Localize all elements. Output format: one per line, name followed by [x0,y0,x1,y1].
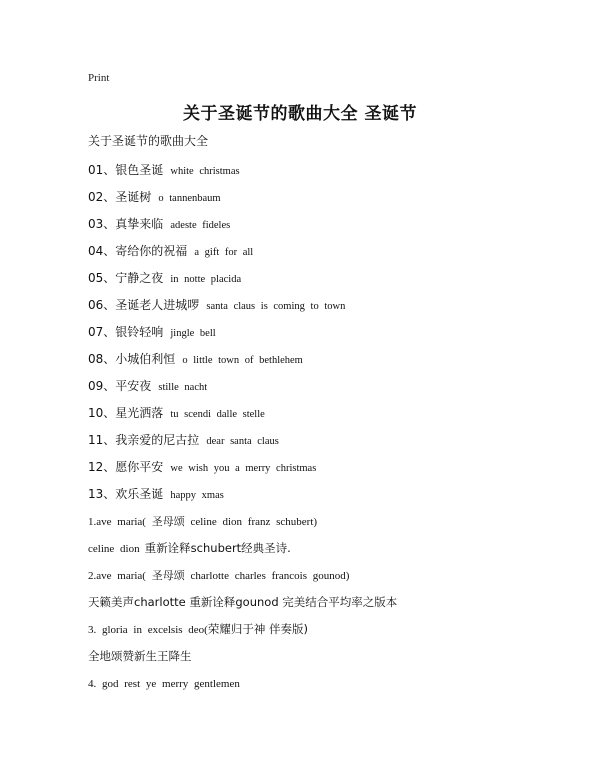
note-text-a: 1.ave maria( 圣母颂 [88,516,185,528]
song-item [88,268,578,295]
song-item [88,322,578,349]
note-item [88,592,578,619]
song-item [88,349,578,376]
song-title-cn: 01、银色圣诞 [88,163,164,177]
subtitle: 关于圣诞节的歌曲大全 [88,134,209,148]
note-text-a: 4. god rest ye merry gentlemen [88,678,240,690]
note-text-a: 2.ave maria( 圣母颂 [88,570,185,582]
note-text-b: charlotte charles francois gounod) [184,570,350,582]
song-title-en: jingle bell [170,328,216,339]
note-item [88,565,578,592]
song-title-cn: 12、愿你平安 [88,460,164,474]
song-title-en: dear santa claus [206,436,279,447]
song-item [88,484,578,511]
song-item [88,241,578,268]
song-title-cn: 02、圣诞树 [88,190,152,204]
song-title-en: santa claus is coming to town [206,301,346,312]
note-text-a: 全地颂赞新生王降生 [88,649,192,663]
page-title: 关于圣诞节的歌曲大全 圣诞节 [183,104,417,124]
song-title-cn: 11、我亲爱的尼古拉 [88,433,200,447]
note-item [88,511,578,538]
note-text-b: 荣耀归于神 伴奏版) [207,622,308,636]
song-item [88,160,578,187]
song-title-en: in notte placida [170,274,242,285]
note-text-a: celine dion [88,543,140,555]
song-title-cn: 06、圣诞老人进城啰 [88,298,200,312]
song-item [88,457,578,484]
song-title-en: o tannenbaum [158,193,221,204]
song-item [88,214,578,241]
song-title-cn: 03、真挚来临 [88,217,164,231]
song-item [88,295,578,322]
song-title-cn: 07、银铃轻响 [88,325,164,339]
song-title-en: stille nacht [158,382,208,393]
song-item [88,187,578,214]
song-title-en: happy xmas [170,490,224,501]
song-item [88,403,578,430]
song-item [88,376,578,403]
song-title-en: we wish you a merry christmas [170,463,317,474]
note-item [88,646,578,673]
song-list [88,160,578,700]
song-title-en: a gift for all [194,247,254,258]
song-title-en: o little town of bethlehem [182,355,303,366]
note-text-b: 重新诠释schubert经典圣诗. [144,541,291,555]
note-text-b: celine dion franz schubert) [184,516,318,528]
note-item [88,673,578,700]
song-title-cn: 04、寄给你的祝福 [88,244,188,258]
song-title-en: tu scendi dalle stelle [170,409,265,420]
song-title-cn: 05、宁静之夜 [88,271,164,285]
song-title-cn: 10、星光洒落 [88,406,164,420]
print-link[interactable]: Print [88,72,110,84]
note-item [88,619,578,646]
note-text-a: 天籁美声charlotte 重新诠释gounod 完美结合平均率之版本 [88,595,398,609]
song-title-cn: 08、小城伯利恒 [88,352,176,366]
note-item [88,538,578,565]
note-text-a: 3. gloria in excelsis deo( [88,624,208,636]
song-title-en: white christmas [170,166,240,177]
song-title-cn: 13、欢乐圣诞 [88,487,164,501]
song-item [88,430,578,457]
song-title-cn: 09、平安夜 [88,379,152,393]
song-title-en: adeste fideles [170,220,231,231]
